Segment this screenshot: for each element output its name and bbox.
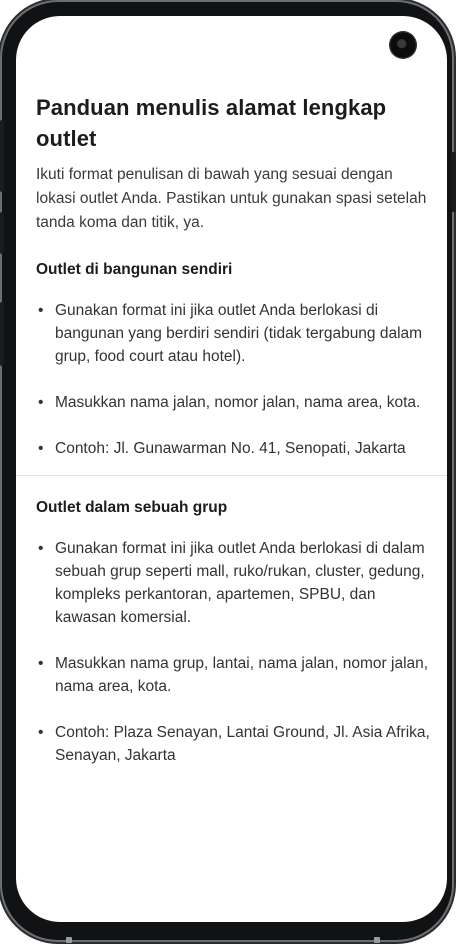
section-title: Outlet di bangunan sendiri bbox=[36, 261, 233, 278]
list-item bbox=[36, 437, 431, 460]
list-item-text: Gunakan format ini jika outlet Anda berlokasi di bangunan yang berdiri sendiri (tidak tergabung dalam grup, food court atau hotel). bbox=[55, 302, 423, 365]
intro-text: Ikuti format penulisan di bawah yang sesuai dengan lokasi outlet Anda. Pastikan untuk gunakan spasi setelah tanda koma dan titik, ya. bbox=[36, 166, 427, 231]
phone-screen bbox=[16, 16, 447, 922]
volume-down-button bbox=[0, 212, 4, 254]
list-item-text: Contoh: Plaza Senayan, Lantai Ground, Jl. Asia Afrika, Senayan, Jakarta bbox=[55, 724, 430, 764]
bullet-list bbox=[36, 537, 431, 767]
list-item bbox=[36, 299, 431, 368]
power-button bbox=[451, 152, 456, 212]
list-item-text: Masukkan nama jalan, nomor jalan, nama area, kota. bbox=[55, 394, 421, 411]
volume-up-button bbox=[0, 120, 4, 192]
list-item-text: Contoh: Jl. Gunawarman No. 41, Senopati, Jakarta bbox=[55, 440, 406, 457]
list-item bbox=[36, 652, 431, 698]
frame-antenna-line bbox=[66, 937, 72, 943]
list-item bbox=[36, 721, 431, 767]
front-camera-icon bbox=[390, 32, 416, 58]
assistant-button bbox=[0, 302, 4, 366]
bullet-list bbox=[36, 299, 431, 460]
bullet-icon: • bbox=[38, 302, 44, 319]
bullet-icon: • bbox=[38, 724, 44, 741]
section-title: Outlet dalam sebuah grup bbox=[36, 499, 228, 516]
section-group bbox=[36, 497, 431, 767]
section-own-building bbox=[36, 259, 431, 460]
bullet-icon: • bbox=[38, 394, 44, 411]
bullet-icon: • bbox=[38, 655, 44, 672]
bullet-icon: • bbox=[38, 540, 44, 557]
frame-antenna-line bbox=[374, 937, 380, 943]
bullet-icon: • bbox=[38, 440, 44, 457]
phone-frame bbox=[2, 2, 452, 940]
page-title: Panduan menulis alamat lengkap outlet bbox=[36, 95, 387, 151]
list-item-text: Gunakan format ini jika outlet Anda berlokasi di dalam sebuah grup seperti mall, ruko/rukan, cluster, gedung, kompleks perkantoran, apartemen, SPBU, dan kawasan komersial. bbox=[55, 540, 425, 626]
section-divider bbox=[16, 475, 447, 476]
list-item bbox=[36, 537, 431, 629]
list-item-text: Masukkan nama grup, lantai, nama jalan, nomor jalan, nama area, kota. bbox=[55, 655, 429, 695]
list-item bbox=[36, 391, 431, 414]
guide-content[interactable] bbox=[36, 92, 431, 767]
